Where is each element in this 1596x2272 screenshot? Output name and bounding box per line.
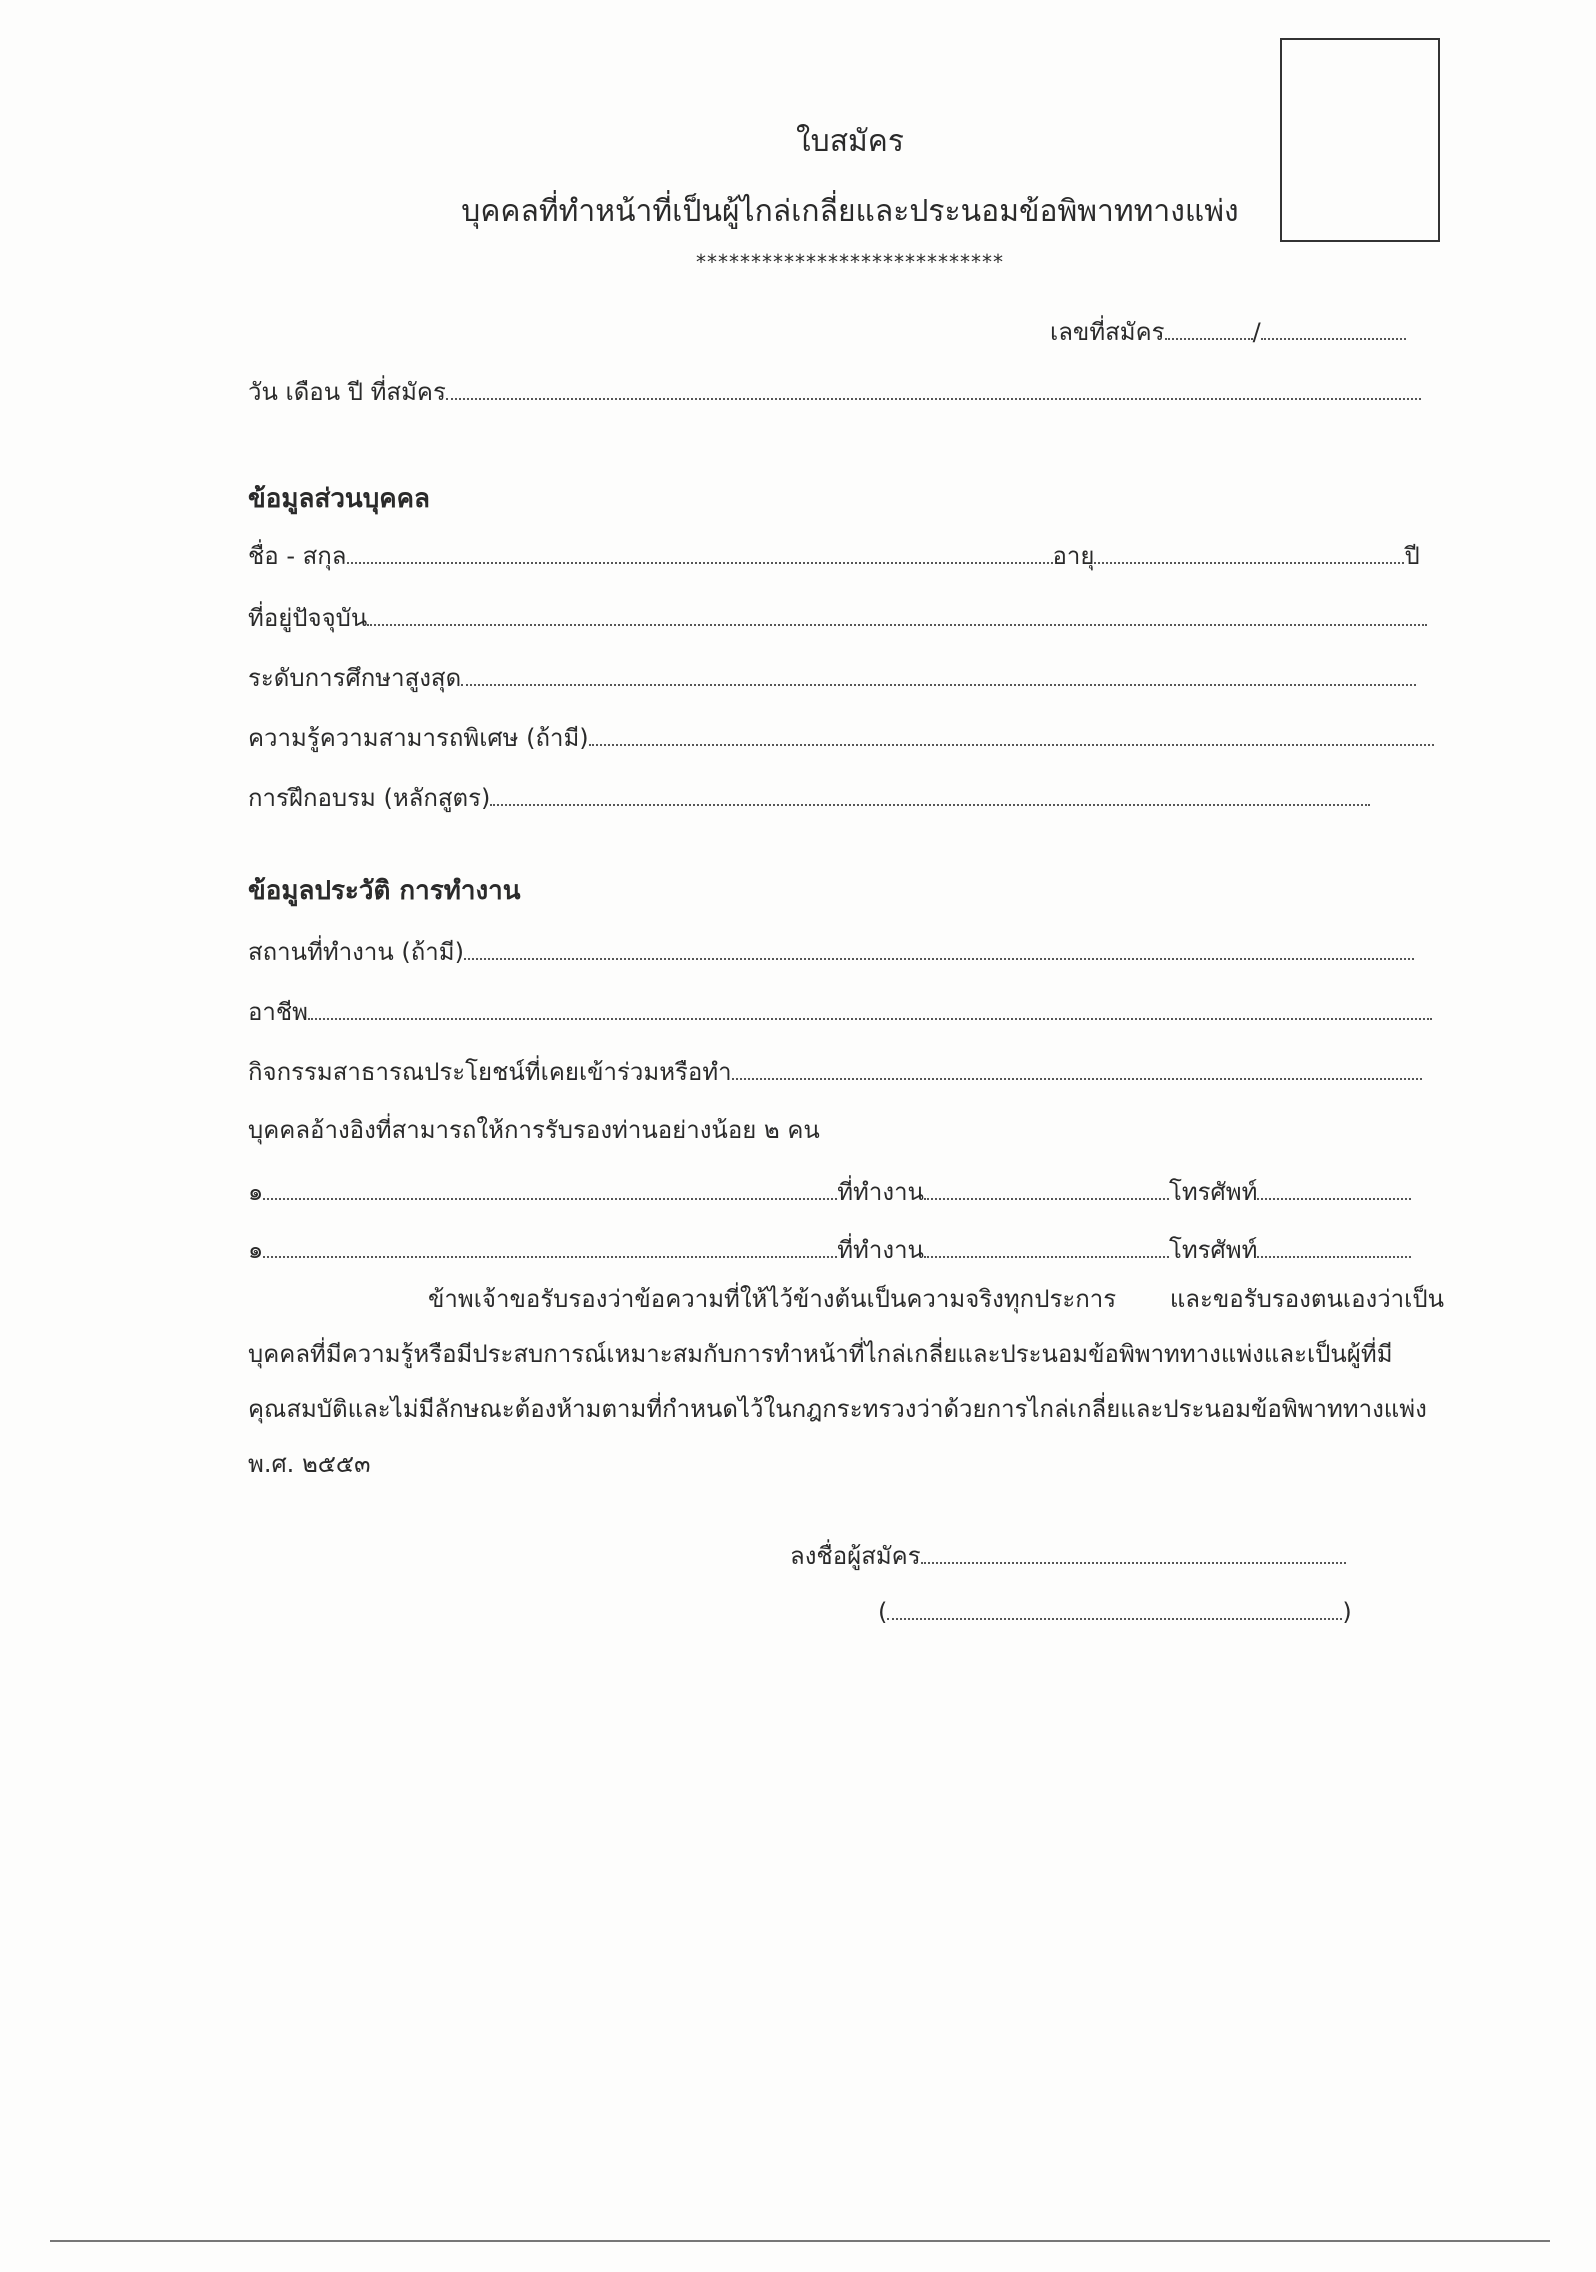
references-label: บุคคลอ้างอิงที่สามารถให้การรับรองท่านอย่างน้อย ๒ คน bbox=[248, 1116, 820, 1144]
training-input[interactable] bbox=[490, 782, 1370, 806]
skills-input[interactable] bbox=[589, 722, 1434, 746]
age-label: อายุ bbox=[1052, 542, 1095, 570]
work-heading: ข้อมูลประวัติ การทำงาน bbox=[248, 876, 521, 906]
application-year-input[interactable] bbox=[1261, 316, 1406, 340]
training-label: การฝึกอบรม (หลักสูตร) bbox=[248, 784, 491, 812]
application-date-input[interactable] bbox=[446, 376, 1421, 400]
activities-row bbox=[248, 1052, 1422, 1091]
activities-input[interactable] bbox=[732, 1056, 1422, 1080]
signature-label: ลงชื่อผู้สมัคร bbox=[790, 1542, 921, 1570]
age-unit: ปี bbox=[1404, 542, 1420, 570]
application-number-input[interactable] bbox=[1165, 316, 1253, 340]
personal-heading: ข้อมูลส่วนบุคคล bbox=[248, 484, 430, 514]
signature-name-input[interactable] bbox=[887, 1596, 1342, 1620]
reference-phone-input[interactable] bbox=[1257, 1234, 1411, 1258]
reference-name-input[interactable] bbox=[263, 1234, 837, 1258]
application-number-row bbox=[1050, 312, 1406, 351]
application-number-label: เลขที่สมัคร bbox=[1050, 318, 1165, 346]
form-subtitle: บุคคลที่ทำหน้าที่เป็นผู้ไกล่เกลี่ยและประนอมข้อพิพาททางแพ่ง bbox=[461, 194, 1239, 229]
reference-number: ๑ bbox=[248, 1178, 264, 1206]
declaration-text: ข้าพเจ้าขอรับรองว่าข้อความที่ให้ไว้ข้างต้นเป็นความจริงทุกประการ และขอรับรองตนเองว่าเป็น บุคคลที่มีความรู้หรือมีประสบการณ์เหมาะสมกับการทำหน้าที่ไกล่เกลี่ยและประนอมข้อพิพาททางแพ่งและเป็นผู้ที่มี คุณสมบัติและไม่มีลักษณะต้องห้ามตามที่กำหนดไว้ในกฎกระทรวงว่าด้วยการไกล่เกลี่ยและประนอมข้อพิพาททางแพ่ง พ.ศ. ๒๕๕๓ bbox=[248, 1285, 1444, 1478]
name-input[interactable] bbox=[347, 540, 1053, 564]
skills-row bbox=[248, 718, 1434, 757]
signature-input[interactable] bbox=[921, 1540, 1346, 1564]
name-row bbox=[248, 536, 1420, 575]
name-label: ชื่อ - สกุล bbox=[248, 542, 347, 570]
age-input[interactable] bbox=[1094, 540, 1404, 564]
reference-name-input[interactable] bbox=[263, 1176, 837, 1200]
training-row bbox=[248, 778, 1370, 817]
workplace-input[interactable] bbox=[464, 936, 1414, 960]
reference-workplace-label: ที่ทำงาน bbox=[837, 1178, 924, 1206]
skills-label: ความรู้ความสามารถพิเศษ (ถ้ามี) bbox=[248, 724, 589, 752]
signature-open-paren: ( bbox=[878, 1598, 888, 1626]
address-input[interactable] bbox=[367, 602, 1427, 626]
reference-row bbox=[248, 1172, 1411, 1211]
education-row bbox=[248, 658, 1416, 697]
address-label: ที่อยู่ปัจจุบัน bbox=[248, 604, 368, 632]
workplace-label: สถานที่ทำงาน (ถ้ามี) bbox=[248, 938, 464, 966]
reference-row bbox=[248, 1230, 1411, 1269]
workplace-row bbox=[248, 932, 1414, 971]
address-row bbox=[248, 598, 1427, 637]
application-number-sep: / bbox=[1252, 318, 1261, 346]
reference-phone-label: โทรศัพท์ bbox=[1168, 1236, 1258, 1264]
stars-divider: **************************** bbox=[696, 250, 1004, 274]
page-bottom-line bbox=[50, 2240, 1550, 2242]
signature-row bbox=[790, 1536, 1346, 1575]
signature-name-row bbox=[878, 1596, 1352, 1626]
reference-workplace-label: ที่ทำงาน bbox=[837, 1236, 924, 1264]
form-title: ใบสมัคร bbox=[796, 124, 904, 159]
reference-number: ๑ bbox=[248, 1236, 264, 1264]
education-input[interactable] bbox=[461, 662, 1416, 686]
activities-label: กิจกรรมสาธารณประโยชน์ที่เคยเข้าร่วมหรือทำ bbox=[248, 1058, 732, 1086]
occupation-label: อาชีพ bbox=[248, 998, 308, 1026]
education-label: ระดับการศึกษาสูงสุด bbox=[248, 664, 462, 692]
reference-workplace-input[interactable] bbox=[924, 1176, 1169, 1200]
reference-phone-input[interactable] bbox=[1257, 1176, 1411, 1200]
reference-workplace-input[interactable] bbox=[924, 1234, 1169, 1258]
reference-phone-label: โทรศัพท์ bbox=[1168, 1178, 1258, 1206]
signature-close-paren: ) bbox=[1342, 1598, 1352, 1626]
application-date-row bbox=[248, 372, 1421, 411]
occupation-input[interactable] bbox=[308, 996, 1432, 1020]
application-date-label: วัน เดือน ปี ที่สมัคร bbox=[248, 378, 446, 406]
occupation-row bbox=[248, 992, 1432, 1031]
